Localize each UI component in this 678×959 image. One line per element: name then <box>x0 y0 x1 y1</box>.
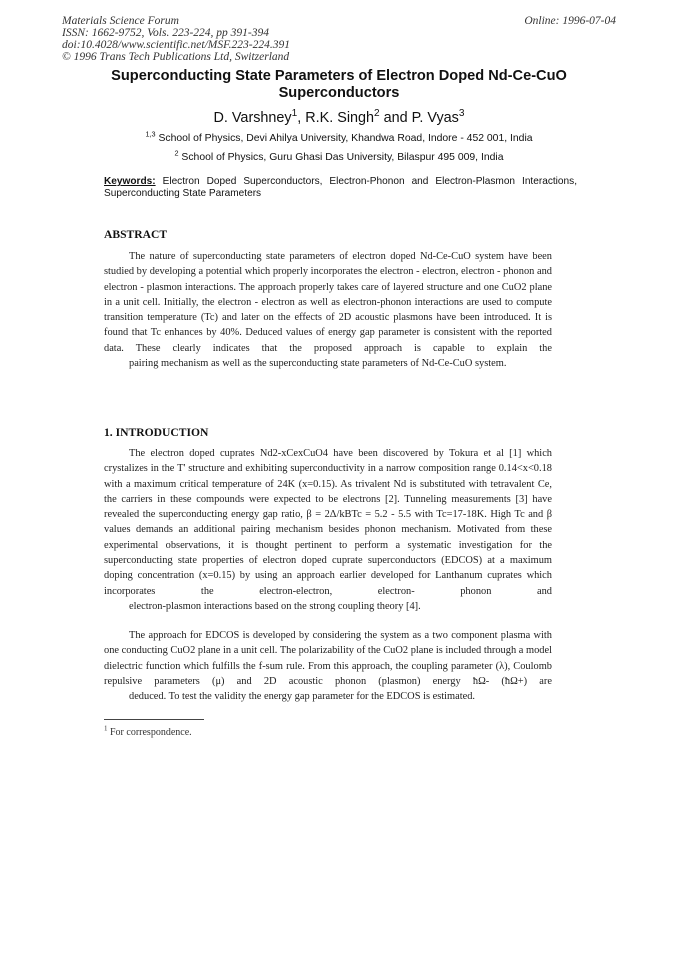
author-1-mark: 1 <box>291 108 298 120</box>
intro-paragraph-1 <box>104 446 552 614</box>
doi-line: doi:10.4028/www.scientific.net/MSF.223-224.391 <box>62 39 290 51</box>
author-3-mark: 3 <box>458 108 465 120</box>
footnote <box>104 724 192 738</box>
online-date: Online: 1996-07-04 <box>524 15 616 27</box>
title-line-2: Superconductors <box>278 85 400 101</box>
affiliation-2 <box>62 148 616 163</box>
author-2: R.K. Singh <box>305 110 375 126</box>
paper-title <box>62 68 616 102</box>
keywords-label: Keywords: <box>104 176 156 187</box>
abstract-last-line: pairing mechanism as well as the superconducting state parameters of Nd-Ce-CuO system. <box>129 358 507 370</box>
footnote-rule <box>104 719 204 720</box>
affiliation-1-text: School of Physics, Devi Ahilya University, Khandwa Road, Indore - 452 001, India <box>158 133 533 144</box>
keywords-text: Electron Doped Superconductors, Electron-Phonon and Electron-Plasmon Interactions, Superconducting State Parameters <box>104 176 577 199</box>
author-3: P. Vyas <box>411 110 459 126</box>
footnote-mark: 1 <box>104 724 108 733</box>
abstract-body <box>104 249 552 371</box>
intro-paragraph-1-text: The electron doped cuprates Nd2-xCexCuO4 have been discovered by Tokura et al [1] which crystalizes in the T' structure and exhibiting superconductivity in a narrow composition range 0.14<x<0.18 with a maximum critical temperature of 24K (x=0.15). As trivalent Nd is substituted with tetravalent Ce, the carriers in these compounds were expected to be electrons [2]. Tunneling measurements [3] have revealed the superconducting energy gap ratio, β = 2Δ/kBTc = 5.2 - 5.5 with Tc=17-18K. High Tc and β values demands an additional pairing mechanism besides phonon mechanism. Motivated from these experimental observations, it is thought pertinent to perform a systematic investigation for the superconducting state properties of electron doped cuprate superconductors (EDCOS) at a maximum doping concentration (x=0.15) by using an approach earlier developed for Lanthanum cuprates which incorporates the electron-electron, electron- phonon and <box>104 448 552 597</box>
intro-paragraph-2-text: The approach for EDCOS is developed by considering the system as a two component plasma with one conducting CuO2 plane in a unit cell. The polarizability of the CuO2 plane is included through a model dielectric function which fulfills the f-sum rule. From this approach, the coupling parameter (λ), Coulomb repulsive parameters (μ) and 2D acoustic phonon (plasmon) energy ħΩ- (ħΩ+) are <box>104 630 552 687</box>
copyright-line: © 1996 Trans Tech Publications Ltd, Switzerland <box>62 51 290 63</box>
keywords <box>104 176 577 200</box>
footnote-text: For correspondence. <box>110 727 192 738</box>
intro-paragraph-1-last-line: electron-plasmon interactions based on the strong coupling theory [4]. <box>129 600 421 612</box>
title-line-1: Superconducting State Parameters of Electron Doped Nd-Ce-CuO <box>111 68 567 84</box>
affiliation-2-text: School of Physics, Guru Ghasi Das University, Bilaspur 495 009, India <box>181 152 504 163</box>
affiliation-1-mark: 1,3 <box>145 129 156 139</box>
author-and: and <box>383 110 408 126</box>
intro-paragraph-2 <box>104 628 552 704</box>
author-1: D. Varshney <box>213 110 292 126</box>
affiliation-2-mark: 2 <box>174 148 179 158</box>
abstract-heading: ABSTRACT <box>104 228 168 241</box>
journal-metadata <box>62 15 290 63</box>
introduction-heading: 1. INTRODUCTION <box>104 426 209 439</box>
intro-paragraph-2-last-line: deduced. To test the validity the energy gap parameter for the EDCOS is estimated. <box>129 691 476 703</box>
issn-line: ISSN: 1662-9752, Vols. 223-224, pp 391-394 <box>62 27 269 39</box>
author-2-mark: 2 <box>374 108 380 120</box>
affiliation-1 <box>62 129 616 144</box>
abstract-text: The nature of superconducting state parameters of electron doped Nd-Ce-CuO system have been studied by developing a potential which properly incorporates the electron - electron, electron - phonon and electron - plasmon interactions. The approach properly takes care of layered structure and one CuO2 plane in a unit cell. Initially, the electron - electron as well as electron-phonon interactions are used to compute transition temperature (Tc) and later on the effects of 2D acoustic plasmons have been introduced. It is found that Tc enhances by 40%. Deduced values of energy gap parameter is consistent with the reported data. These clearly indicates that the proposed approach is capable to explain the <box>104 251 552 354</box>
journal-name: Materials Science Forum <box>62 15 179 27</box>
author-list: D. Varshney$^1$, R.K. Singh$^2$ and P. Vyas$^3$ <box>213 108 465 126</box>
